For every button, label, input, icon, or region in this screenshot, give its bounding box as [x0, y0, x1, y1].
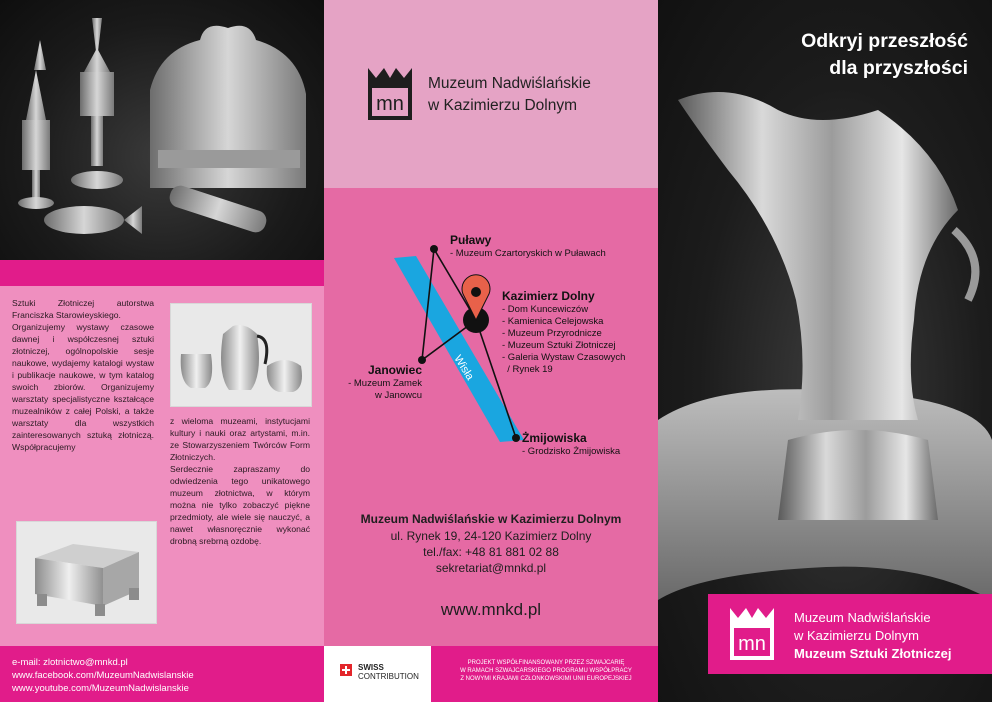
swiss-label-1: SWISS — [358, 663, 384, 672]
youtube-link[interactable]: www.youtube.com/MuzeumNadwislanskie — [12, 683, 189, 694]
invitation-paragraph: Serdecznie zapraszamy do odwiedzenia tego unikatowego muzeum złotnictwa, w którym można nie tylko zobaczyć piękne przedmioty, ale wiele się nauczyć, a nawet własnoręcznie wykonać drobną srebrną ozdobę. — [170, 464, 310, 546]
right-panel — [658, 0, 992, 702]
janowiec-item-2: w Janowcu — [375, 390, 422, 401]
tea-set-photo — [170, 303, 312, 407]
address-name: Muzeum Nadwiślańskie w Kazimierzu Dolnym — [360, 512, 622, 526]
pulawy-name: Puławy — [450, 233, 492, 247]
zmijowiska-marker — [512, 434, 520, 442]
label-kazimierz — [502, 290, 625, 376]
intro-paragraph-2: Organizujemy wystawy czasowe dawnej i współczesnej sztuki złotniczej, ogólnopolskie sesje naukowe, wydajemy katalogi wystaw i publikacje naukowe, w tym katalog swoich zbiorów. Organizujemy warsztaty specjalistyczne kształcące muzealników z całej Polski, a także warsztaty dla wszystkich zainteresowanych sztuką złotniczą. Współpracujemy — [12, 322, 154, 452]
address-phone: tel./fax: +48 81 881 02 88 — [423, 545, 559, 559]
facebook-link[interactable]: www.facebook.com/MuzeumNadwislanskie — [12, 670, 194, 681]
swiss-flag-icon — [340, 664, 352, 676]
museum-title-line1: Muzeum Nadwiślańskie — [428, 75, 591, 92]
brand-logo — [728, 606, 776, 662]
kazimierz-item-6: / Rynek 19 — [502, 364, 553, 375]
brand-block — [708, 594, 992, 674]
location-pin-dot — [471, 287, 481, 297]
project-funding-note — [434, 659, 658, 683]
website-link[interactable]: www.mnkd.pl — [440, 600, 542, 619]
label-janowiec — [342, 364, 422, 402]
project-line-2: W RAMACH SZWAJCARSKIEGO PROGRAMU WSPÓŁPRACY — [460, 668, 632, 674]
intro-paragraph-1: Sztuki Złotniczej autorstwa Franciszka Starowieyskiego. — [12, 298, 154, 320]
address-email[interactable]: sekretariat@mnkd.pl — [435, 561, 547, 575]
pulawy-item: - Muzeum Czartoryskich w Puławach — [450, 248, 606, 259]
brand-line-2: w Kazimierzu Dolnym — [794, 628, 919, 643]
kazimierz-item-1: - Dom Kuncewiczów — [502, 304, 589, 315]
brand-logo-letters: mn — [738, 633, 766, 655]
museum-logo — [366, 66, 414, 122]
river-label: Wisła — [451, 353, 476, 383]
project-line-1: PROJEKT WSPÓŁFINANSOWANY PRZEZ SZWAJCARIĘ — [467, 660, 625, 666]
contact-links — [0, 646, 324, 702]
janowiec-name: Janowiec — [367, 363, 422, 377]
crown-logo-icon — [366, 66, 414, 122]
project-line-3: Z NOWYMI KRAJAMI CZŁONKOWSKIMI UNII EUROPEJSKIEJ — [460, 676, 632, 682]
headline — [801, 28, 968, 82]
zmijowiska-item: - Grodzisko Żmijowiska — [522, 446, 621, 457]
swiss-contribution-logo — [324, 646, 431, 702]
museum-title — [428, 73, 591, 117]
kazimierz-item-2: - Kamienica Celejowska — [502, 316, 604, 327]
kazimierz-item-5: - Galeria Wystaw Czasowych — [502, 352, 626, 363]
brand-line-3: Muzeum Sztuki Złotniczej — [794, 646, 952, 661]
pulawy-marker — [430, 245, 438, 253]
kazimierz-item-3: - Muzeum Przyrodnicze — [502, 328, 602, 339]
brand-text — [794, 609, 951, 663]
brand-line-1: Muzeum Nadwiślańskie — [794, 610, 931, 625]
cooperation-paragraph: z wieloma muzeami, instytucjami kultury i nauki oraz artystami, m.in. ze Stowarzyszeniem Twórców Form Złotniczych. — [170, 416, 310, 462]
intro-text-column — [12, 297, 154, 453]
headline-line-2: dla przyszłości — [829, 57, 968, 79]
janowiec-item-1: - Muzeum Zamek — [348, 378, 422, 389]
logo-letters: mn — [376, 93, 404, 115]
headline-line-1: Odkryj przeszłość — [801, 30, 968, 52]
swiss-label-2: CONTRIBUTION — [358, 672, 419, 681]
address-street: ul. Rynek 19, 24-120 Kazimierz Dolny — [390, 529, 592, 543]
kazimierz-item-4: - Muzeum Sztuki Złotniczej — [502, 340, 616, 351]
kazimierz-name: Kazimierz Dolny — [502, 289, 595, 303]
silver-box-illustration — [17, 522, 156, 623]
left-panel — [0, 0, 324, 702]
invitation-text-column — [170, 415, 310, 547]
label-zmijowiska — [522, 432, 620, 458]
middle-panel — [324, 0, 658, 702]
silver-box-photo — [16, 521, 157, 624]
silver-judaica-photo — [0, 0, 324, 260]
zmijowiska-name: Żmijowiska — [522, 431, 587, 445]
silver-objects-illustration — [0, 0, 324, 260]
crown-logo-icon-white — [728, 606, 776, 662]
tea-set-illustration — [171, 304, 311, 406]
magenta-band — [0, 260, 324, 286]
label-pulawy — [450, 234, 606, 260]
museum-title-line2: w Kazimierzu Dolnym — [428, 97, 578, 114]
email-link[interactable]: e-mail: zlotnictwo@mnkd.pl — [12, 657, 128, 668]
